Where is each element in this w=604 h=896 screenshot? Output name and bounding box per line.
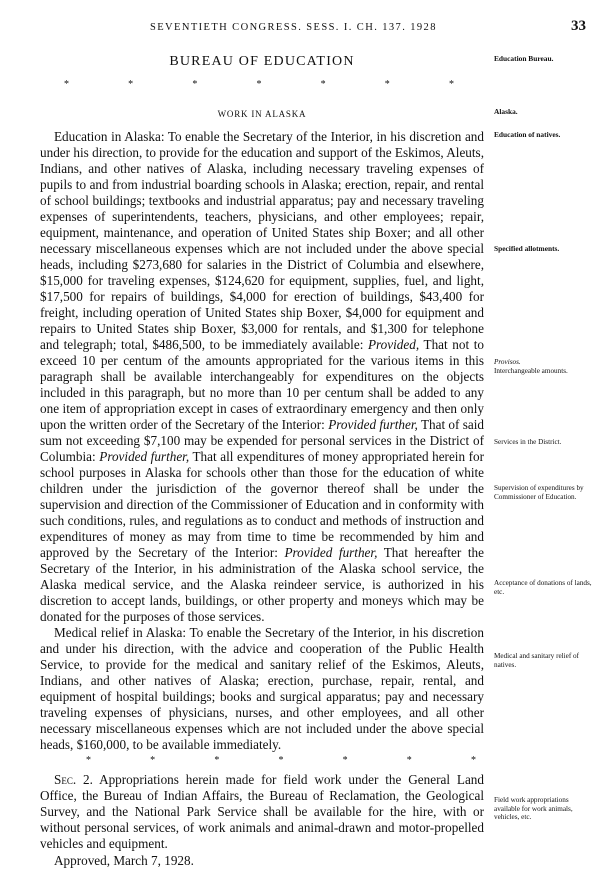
note-education-bureau: Education Bureau. xyxy=(494,54,554,63)
note-education-of-natives: Education of natives. xyxy=(494,130,561,139)
paragraph-text: Education in Alaska: To enable the Secretary of the Interior, in his discretion and under his direction, to provide for the education and support of the Eskimos, Aleuts, Indians, and other natives of Alaska, including necessary traveling expenses of pupils to and from industrial boarding schools in Alaska; erection, repair, and rental of school buildings; textbooks and industrial apparatus; pay and necessary traveling expenses of superintendents, teachers, physicians, and other employees; repair, equipment, maintenance, and operation of United States ship Boxer; and all other necessary miscellaneous expenses which are not included under the above special heads, including $273,680 for salaries in the District of Columbia and elsewhere, $15,000 for traveling expenses, $124,620 for equipment, supplies, fuel, and light, $17,500 for repairs of buildings, $4,000 for erection of buildings, $43,400 for freight, including operation of United States ship Boxer, $4,000 for equipment and repairs to United States ship Boxer, $3,000 for rentals, and $1,300 for telephone and telegraph; total, $486,500, to be immediately available: xyxy=(40,129,484,352)
approved-date: Approved, March 7, 1928. xyxy=(54,853,194,868)
star: * xyxy=(192,79,198,90)
star: * xyxy=(406,755,412,766)
omission-stars xyxy=(40,79,454,90)
star: * xyxy=(278,755,284,766)
note-interchangeable: Interchangeable amounts. xyxy=(494,367,568,375)
paragraph-text: That not to exceed 10 per centum of the amounts appropriated for the various items in this paragraph shall be available interchangeably for expenditures on the objects included in this paragraph, but no more than 10 per centum shall be added to any one item of appropriation except in cases of extraordinary emergency and then only upon the written order of the Secretary of the Interior: xyxy=(40,337,485,432)
page-number: 33 xyxy=(571,18,586,34)
proviso-label: Provided, xyxy=(367,337,420,352)
star: * xyxy=(150,755,156,766)
education-paragraph xyxy=(40,129,484,625)
proviso-label: Provided further, xyxy=(99,449,190,464)
star: * xyxy=(448,79,454,90)
star: * xyxy=(320,79,326,90)
note-supervision: Supervision of expenditures by Commissioner of Education. xyxy=(494,484,584,501)
note-medical: Medical and sanitary relief of natives. xyxy=(494,652,580,669)
note-services-district: Services in the District. xyxy=(494,438,562,446)
star: * xyxy=(128,79,134,90)
note-specified-allotments: Specified allotments. xyxy=(494,244,560,253)
proviso-label: Provided further, xyxy=(284,545,378,560)
paragraph-text: That all expenditures of money appropriated herein for school purposes in Alaska for schools other than those for the education of white children under the jurisdiction of the governor thereof shall be under the supervision and direction of the Commissioner of Education and in conformity with such conditions, rules, and regulations as to conduct and methods of instruction and expenditures of money as may from time to time be recommended by him and approved by the Secretary of the Interior: xyxy=(40,449,485,560)
running-head: SEVENTIETH CONGRESS. SESS. I. CH. 137. 1928 xyxy=(150,22,437,33)
star: * xyxy=(86,755,91,766)
star: * xyxy=(384,79,390,90)
star: * xyxy=(214,755,220,766)
paragraph-text: That hereafter the Secretary of the Interior, in his administration of the Alaska school service, the Alaska medical service, and the Alaska reindeer service, is authorized in his discretion to accept lands, buildings, or other property and moneys which may be donated for the purposes of those services. xyxy=(40,545,484,624)
main-column xyxy=(40,52,484,869)
paragraph-text: That of said sum not exceeding $7,100 may be expended for personal services in the District of Columbia: xyxy=(40,417,484,464)
star: * xyxy=(342,755,348,766)
medical-paragraph: Medical relief in Alaska: To enable the Secretary of the Interior, in his discretion and under his direction, with the advice and cooperation of the Public Health Service, to provide for the medical and sanitary relief of the Eskimos, Aleuts, Indians, and other natives of Alaska; erection, purchase, repair, rental, and equipment of hospital buildings; books and surgical apparatus; pay and necessary traveling expenses of physicians, nurses, and other employees, and all other necessary miscellaneous expenses which are not included under the above special heads, $160,000, to be available immediately. xyxy=(40,625,484,752)
omission-stars-lower xyxy=(40,755,484,766)
star: * xyxy=(256,79,262,90)
note-alaska: Alaska. xyxy=(494,107,518,116)
section-title: BUREAU OF EDUCATION xyxy=(169,54,355,69)
subheading: WORK IN ALASKA xyxy=(217,109,307,119)
note-provisos-label: Provisos. xyxy=(494,358,521,366)
star: * xyxy=(64,79,69,90)
section-label: Sec. 2. xyxy=(54,772,93,787)
section-2-paragraph xyxy=(40,772,484,852)
note-acceptance: Acceptance of donations of lands, etc. xyxy=(494,579,592,596)
note-provisos xyxy=(494,358,594,367)
paragraph-text: Appropriations herein made for field work under the General Land Office, the Bureau of Indian Affairs, the Bureau of Reclamation, the Geological Survey, and the National Park Service shall be available for the hire, with or without personal services, of work animals and animal-drawn and motor-propelled vehicles and equipment. xyxy=(40,772,484,851)
star: * xyxy=(470,755,476,766)
proviso-label: Provided further, xyxy=(328,417,418,432)
note-field-work: Field work appropriations available for work animals, vehicles, etc. xyxy=(494,796,573,821)
